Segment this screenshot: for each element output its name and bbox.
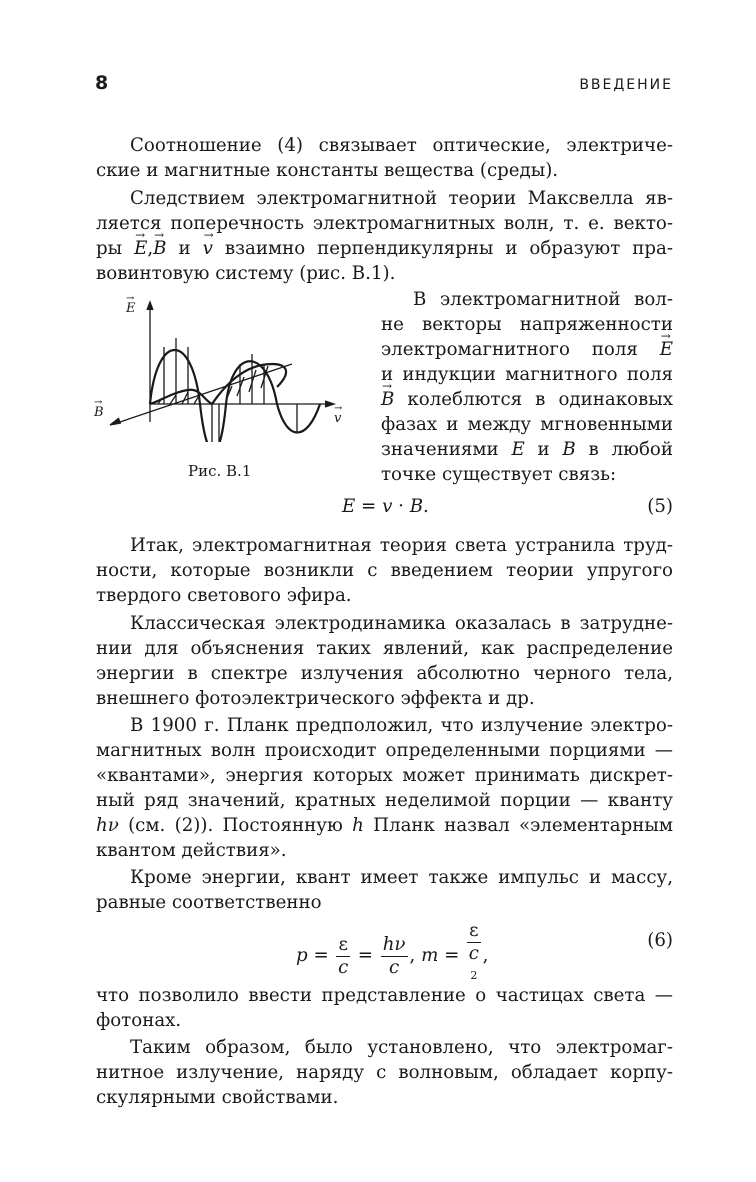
side-line: электромагнитного поля → E <box>381 337 673 362</box>
para8-line: Таким образом, было установлено, что электромаг- <box>130 1037 673 1058</box>
para7-line: фотонах. <box>96 1010 182 1031</box>
para7-line: что позволило ввести представление о частицах света — <box>96 985 673 1006</box>
svg-text:→: → <box>334 403 343 414</box>
page-number: 8 <box>95 72 109 94</box>
para2-line: ляется поперечность электромагнитных волн, т. е. векто- <box>96 213 673 234</box>
para2-line: ры → E,→ B и → v взаимно перпендикулярны и образуют пра- <box>96 236 673 261</box>
para3-line: ности, которые возникли с введением теории упругого <box>96 560 673 581</box>
side-line: и индукции магнитного поля <box>381 364 673 385</box>
vector-v: → v <box>203 236 213 261</box>
fig-label-B: B <box>94 405 104 420</box>
vector-B: → B <box>381 387 394 412</box>
para8-line: скулярными свойствами. <box>96 1087 339 1108</box>
side-line: не векторы напряженности <box>381 314 673 335</box>
equation-5: E = v · B. <box>342 496 429 517</box>
para2-line: вовинтовую систему (рис. В.1). <box>96 263 396 284</box>
equation-6: p = $\frac{\varepsilon}{c}$ = $\frac{h\nu}{c}$ , m = ε c $^2$ , <box>296 920 489 982</box>
para5-line: магнитных волн происходит определенными порциями — <box>96 740 673 761</box>
side-line: → B колеблются в одинаковых <box>381 387 673 412</box>
para8-line: нитное излучение, наряду с волновым, обладает корпу- <box>96 1062 673 1083</box>
figure-caption: Рис. В.1 <box>188 462 252 480</box>
para1-line: ские и магнитные константы вещества (среды). <box>96 160 559 181</box>
side-line: фазах и между мгновенными <box>381 414 673 435</box>
para5-line: «квантами», энергия которых может принимать дискрет- <box>96 765 673 786</box>
para5-line: квантом действия». <box>96 840 287 861</box>
para5-line: В 1900 г. Планк предположил, что излучение электро- <box>130 715 673 736</box>
para3-line: Итак, электромагнитная теория света устранила труд- <box>130 535 673 556</box>
vector-E: → E <box>134 236 147 261</box>
figure-em-wave <box>92 292 362 442</box>
para4-line: внешнего фотоэлектрического эффекта и др. <box>96 688 535 709</box>
svg-text:→: → <box>126 293 135 304</box>
fig-label-E: E <box>126 301 136 316</box>
para3-line: твердого светового эфира. <box>96 585 352 606</box>
svg-text:→: → <box>94 397 103 408</box>
side-line: значениями E и B в любой <box>381 439 673 460</box>
para5-line: hν (см. (2)). Постоянную h Планк назвал «элементарным <box>96 815 673 836</box>
equation-6-number: (6) <box>647 930 673 951</box>
side-line: В электромагнитной вол- <box>413 289 673 310</box>
para4-line: Классическая электродинамика оказалась в затрудне- <box>130 613 673 634</box>
fig-label-v: v <box>334 411 342 426</box>
para2-line: Следствием электромагнитной теории Максвелла яв- <box>130 188 673 209</box>
para5-line: ный ряд значений, кратных неделимой порции — кванту <box>96 790 673 811</box>
running-head: ВВЕДЕНИЕ <box>579 77 673 93</box>
para4-line: энергии в спектре излучения абсолютно черного тела, <box>96 663 673 684</box>
para6-line: Кроме энергии, квант имеет также импульс и массу, <box>130 867 673 888</box>
equation-5-number: (5) <box>647 496 673 517</box>
para6-line: равные соответственно <box>96 892 322 913</box>
vector-B: → B <box>153 236 166 261</box>
side-line: точке существует связь: <box>381 464 617 485</box>
para4-line: нии для объяснения таких явлений, как распределение <box>96 638 673 659</box>
para1-line: Соотношение (4) связывает оптические, электриче- <box>130 135 673 156</box>
vector-E: → E <box>660 337 673 362</box>
